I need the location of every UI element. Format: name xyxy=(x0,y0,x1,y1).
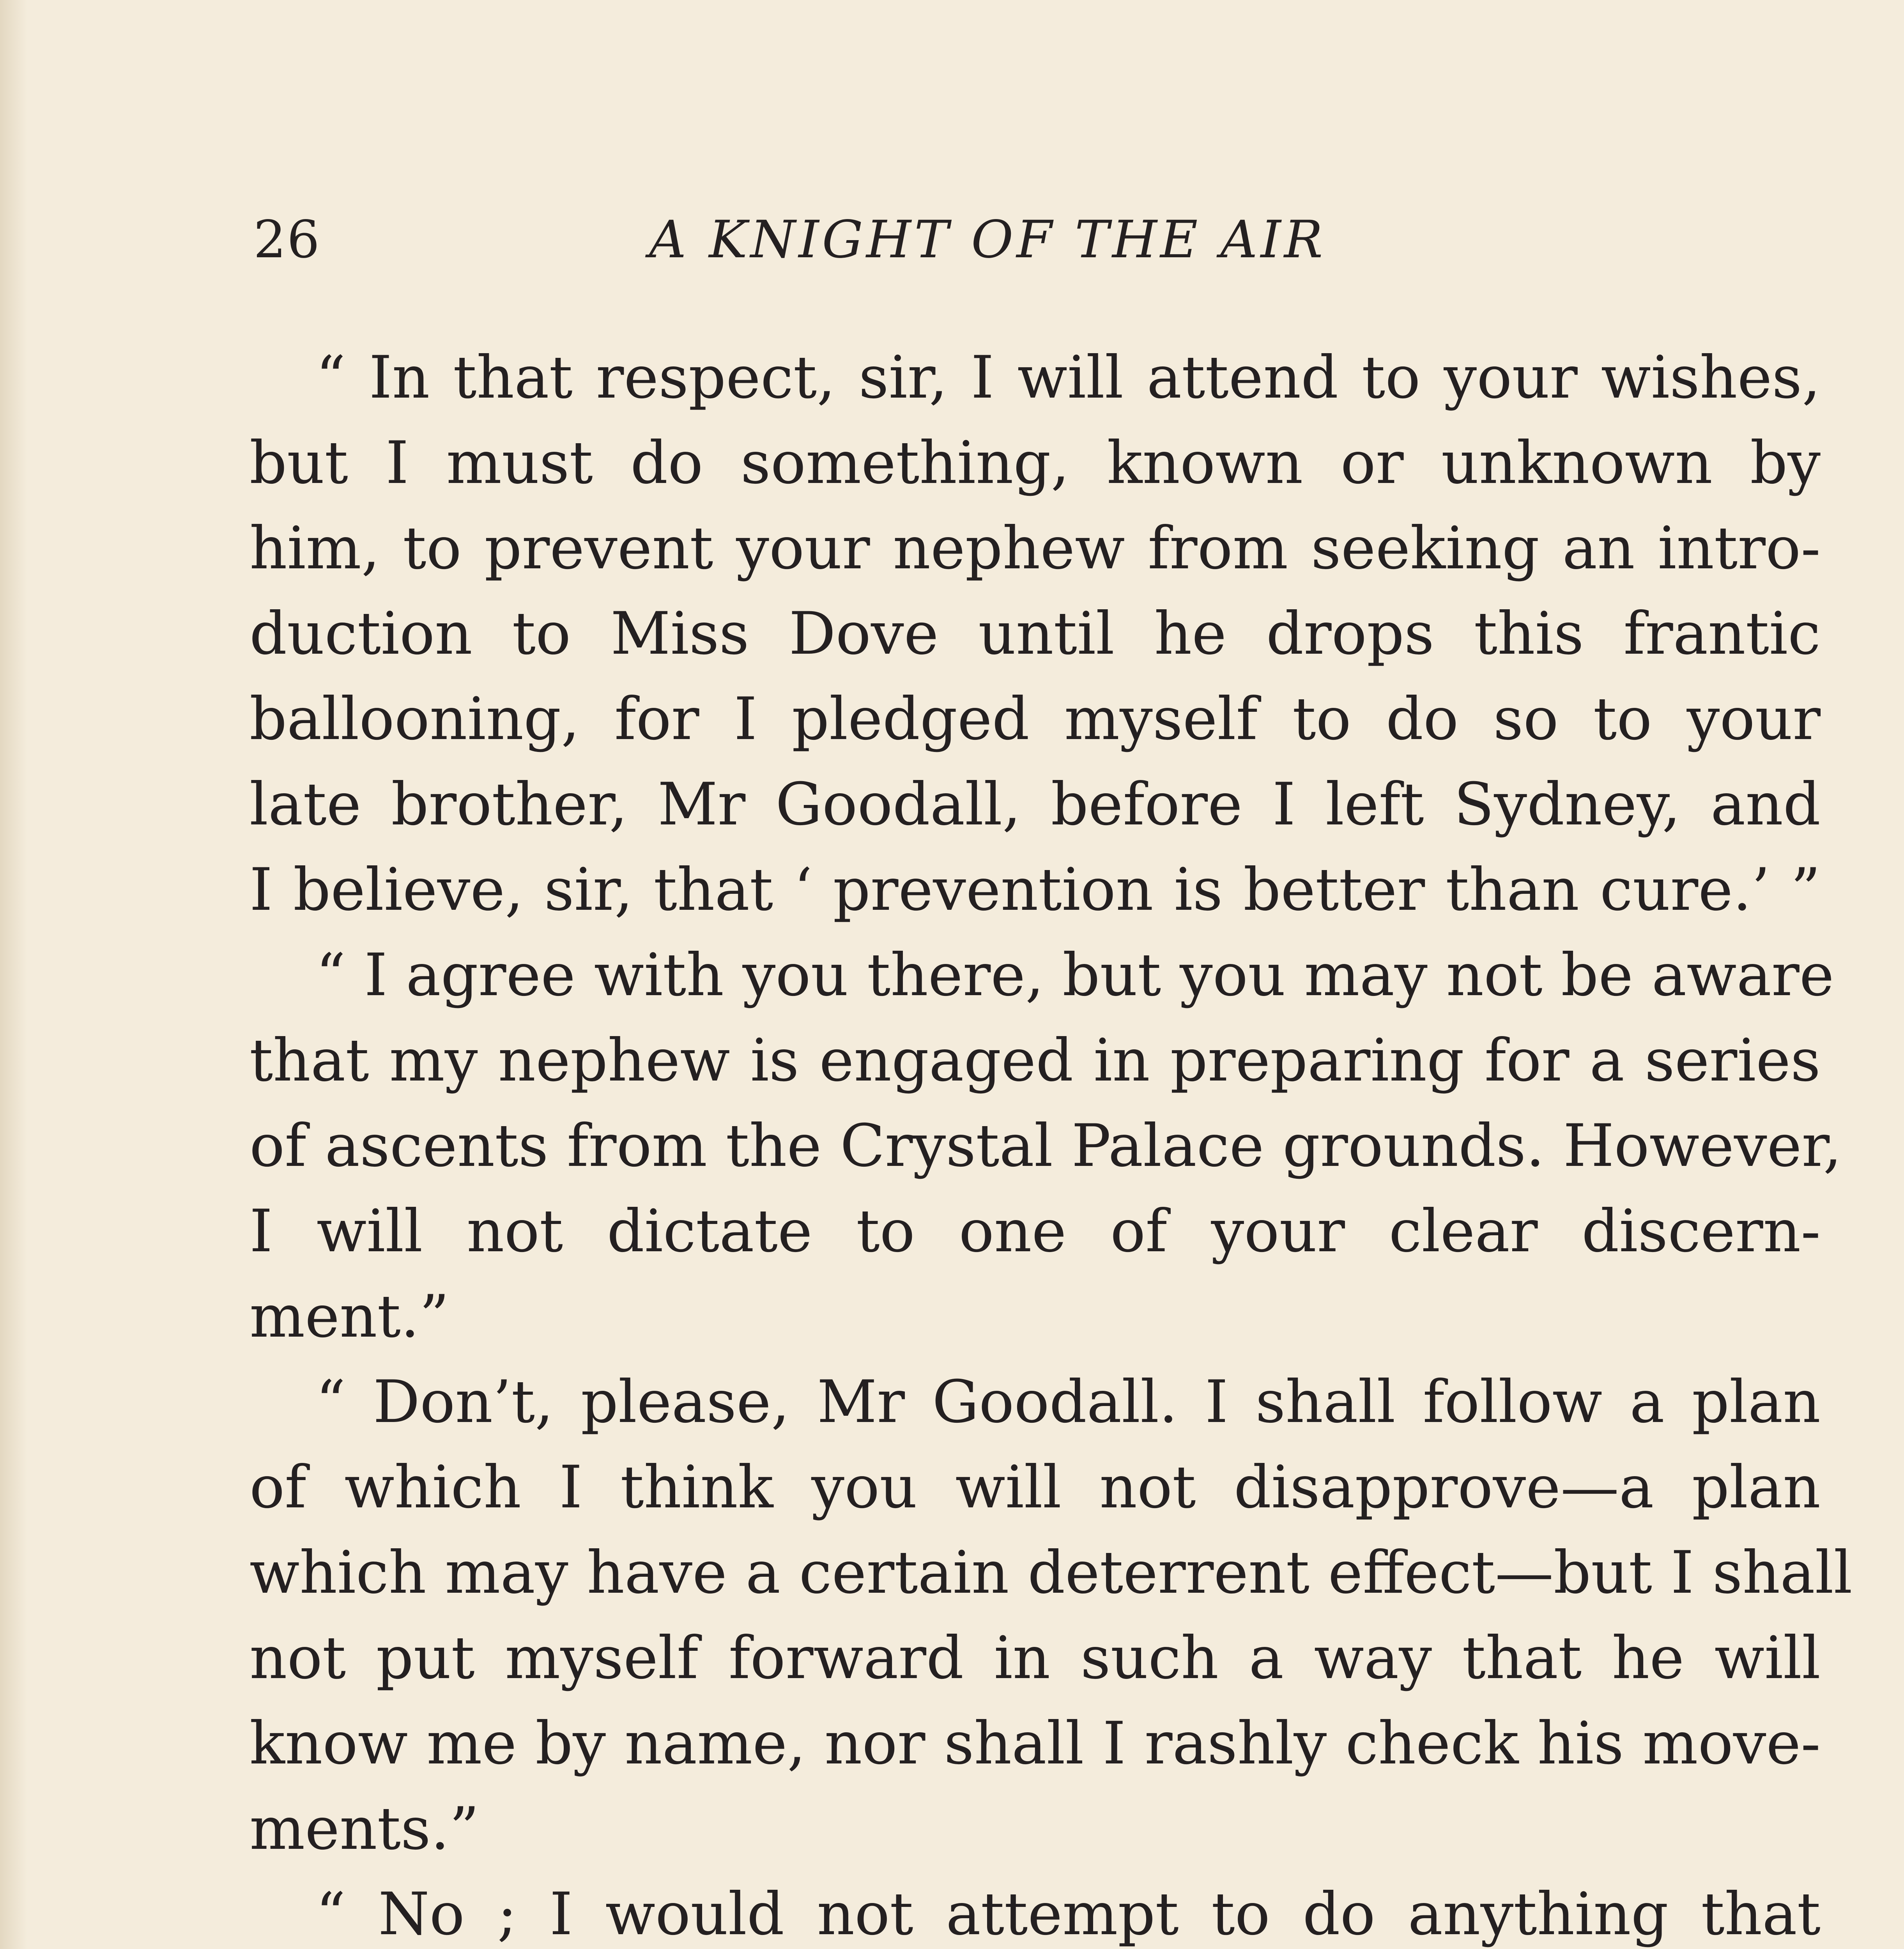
text-line: “ I agree with you there, but you may not be aware xyxy=(316,941,1834,1009)
text-line: “ No ; I would not attempt to do anything that xyxy=(316,1880,1821,1948)
paragraph xyxy=(250,933,1842,1360)
text-line: ment.” xyxy=(250,1283,449,1351)
text-line: “ Don’t, please, Mr Goodall. I shall follow a plan xyxy=(316,1368,1821,1436)
page-header xyxy=(253,203,1821,277)
text-line: ballooning, for I pledged myself to do so to your xyxy=(250,685,1821,753)
text-line: “ In that respect, sir, I will attend to your wishes, xyxy=(316,344,1821,412)
text-line: of which I think you will not disapprove—a plan xyxy=(250,1454,1821,1521)
text-line: I will not dictate to one of your clear discern- xyxy=(250,1197,1821,1265)
page-body xyxy=(250,335,1853,1949)
paragraph xyxy=(250,1360,1853,1872)
page-edge-shadow xyxy=(0,0,27,1949)
text-line: but I must do something, known or unknown by xyxy=(250,429,1821,497)
text-line: late brother, Mr Goodall, before I left Sydney, and xyxy=(250,771,1821,838)
text-line: not put myself forward in such a way that he will xyxy=(250,1624,1821,1692)
text-line: of ascents from the Crystal Palace grounds. However, xyxy=(250,1112,1842,1180)
text-line: duction to Miss Dove until he drops this frantic xyxy=(250,600,1821,668)
text-line: know me by name, nor shall I rashly check his move- xyxy=(250,1710,1821,1777)
paragraph xyxy=(250,335,1821,933)
page-number: 26 xyxy=(253,210,320,270)
text-line: him, to prevent your nephew from seeking an intro- xyxy=(250,515,1821,582)
paragraph xyxy=(250,1872,1821,1949)
text-line: which may have a certain deterrent effect—but I shall xyxy=(250,1539,1853,1607)
text-line: that my nephew is engaged in preparing for a series xyxy=(250,1027,1821,1095)
text-line: I believe, sir, that ‘ prevention is better than cure.’ ” xyxy=(250,856,1821,924)
text-line: ments.” xyxy=(250,1795,480,1863)
running-title: A KNIGHT OF THE AIR xyxy=(649,210,1326,270)
